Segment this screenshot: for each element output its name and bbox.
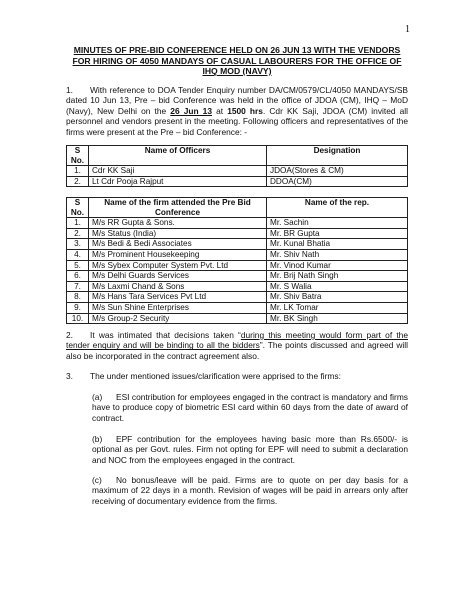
firm-name: M/s Status (India) — [89, 228, 267, 239]
binding-clause: during this meeting would form part of the tender enquiry and will be binding to all the bidders — [66, 330, 408, 351]
clause-c-text: No bonus/leave will be paid. Firms are to quote on per day basis for a maximum of 22 days in a month. Revision of wages will be paid in arrears only after receiving of documentary evidence from the firms. — [92, 475, 408, 506]
table-row — [67, 218, 408, 229]
firms-col-rep: Name of the rep. — [267, 198, 408, 218]
officer-designation: DDOA(CM) — [267, 176, 408, 187]
firm-name: M/s Delhi Guards Services — [89, 271, 267, 282]
firm-sno: 4. — [67, 249, 89, 260]
clause-a-label: (a) — [92, 392, 103, 402]
firm-rep: Mr. Sachin — [267, 218, 408, 229]
table-row — [67, 281, 408, 292]
officer-name: Cdr KK Saji — [89, 166, 267, 177]
table-row — [67, 302, 408, 313]
firm-name: M/s Laxmi Chand & Sons — [89, 281, 267, 292]
officers-col-designation: Designation — [267, 146, 408, 166]
paragraph-1-text-c: . Cdr KK Saji, JDOA (CM) invited all personnel and vendors present in the meeting. Following officers and representatives of the firms were present at the Pre – bid Conference: - — [66, 105, 408, 137]
table-row — [67, 239, 408, 250]
table-row — [67, 313, 408, 324]
officer-sno: 2. — [67, 176, 89, 187]
firm-rep: Mr. LK Tomar — [267, 302, 408, 313]
firm-rep: Mr. BR Gupta — [267, 228, 408, 239]
firm-sno: 3. — [67, 239, 89, 250]
meeting-time: 1500 hrs — [227, 105, 263, 116]
paragraph-3 — [66, 371, 408, 381]
firm-sno: 5. — [67, 260, 89, 271]
firm-name: M/s Prominent Housekeeping — [89, 249, 267, 260]
clause-a — [92, 392, 408, 423]
clause-a-text: ESI contribution for employees engaged in the contract is mandatory and firms have to produce copy of biometric ESI card within 60 days from the date of award of contract. — [92, 392, 408, 423]
firms-table — [66, 197, 408, 324]
paragraph-2-text-a: It was intimated that decisions taken “ — [90, 330, 241, 340]
firm-name: M/s Hans Tara Services Pvt Ltd — [89, 292, 267, 303]
officers-col-sno: S No. — [67, 146, 89, 166]
firm-rep: Mr. Vinod Kumar — [267, 260, 408, 271]
paragraph-1-text-b: at — [212, 105, 228, 116]
firm-rep: Mr. Brij Nath Singh — [267, 271, 408, 282]
firms-col-firm: Name of the firm attended the Pre Bid Conference — [89, 198, 267, 218]
clause-c — [92, 475, 408, 506]
clause-b-label: (b) — [92, 434, 103, 444]
firm-rep: Mr. BK Singh — [267, 313, 408, 324]
document-title: MINUTES OF PRE-BID CONFERENCE HELD ON 26 JUN 13 WITH THE VENDORS FOR HIRING OF 4050 MANDAYS OF CASUAL LABOURERS FOR THE OFFICE OF IHQ MOD (NAVY) — [72, 45, 402, 77]
officers-table-header — [67, 146, 408, 166]
paragraph-2-number: 2. — [66, 330, 73, 340]
paragraph-1-number: 1. — [66, 85, 73, 95]
table-row — [67, 166, 408, 177]
officers-col-name: Name of Officers — [89, 146, 267, 166]
paragraph-2-text-b: ”. The points discussed and agreed will also be incorporated in the contract agreement also. — [66, 340, 408, 361]
firm-sno: 8. — [67, 292, 89, 303]
officer-designation: JDOA(Stores & CM) — [267, 166, 408, 177]
firm-rep: Mr. Shiv Batra — [267, 292, 408, 303]
firm-sno: 7. — [67, 281, 89, 292]
firm-name: M/s Bedi & Bedi Associates — [89, 239, 267, 250]
paragraph-1-text-a: With reference to DOA Tender Enquiry number DA/CM/0579/CL/4050 MANDAYS/SB dated 10 Jun 13, Pre – bid Conference was held in the office of JDOA (CM), IHQ – MoD (Navy), New Delhi on the — [66, 85, 408, 116]
firm-sno: 2. — [67, 228, 89, 239]
clause-b-text: EPF contribution for the employees having basic more than Rs.6500/- is optional as per Govt. rules. Firm not opting for EPF will need to submit a declaration and NOC from the employees engaged in the contract. — [92, 434, 408, 465]
clause-b — [92, 434, 408, 465]
clause-c-label: (c) — [92, 475, 102, 485]
table-row — [67, 260, 408, 271]
firm-name: M/s Sun Shine Enterprises — [89, 302, 267, 313]
table-row — [67, 176, 408, 187]
meeting-date: 26 Jun 13 — [170, 105, 212, 116]
firms-col-sno: S No. — [67, 198, 89, 218]
firm-name: M/s RR Gupta & Sons. — [89, 218, 267, 229]
firm-sno: 9. — [67, 302, 89, 313]
officer-name: Lt Cdr Pooja Rajput — [89, 176, 267, 187]
table-row — [67, 249, 408, 260]
firm-rep: Mr. Shiv Nath — [267, 249, 408, 260]
officers-table — [66, 145, 408, 187]
firm-sno: 10. — [67, 313, 89, 324]
firm-name: M/s Group-2 Security — [89, 313, 267, 324]
table-row — [67, 228, 408, 239]
firms-table-header — [67, 198, 408, 218]
officer-sno: 1. — [67, 166, 89, 177]
table-row — [67, 271, 408, 282]
table-row — [67, 292, 408, 303]
paragraph-3-number: 3. — [66, 371, 73, 381]
page-number: 1 — [405, 24, 410, 35]
paragraph-2 — [66, 330, 408, 361]
firm-rep: Mr. S Walia — [267, 281, 408, 292]
firm-sno: 6. — [67, 271, 89, 282]
firm-sno: 1. — [67, 218, 89, 229]
paragraph-1 — [66, 85, 408, 137]
firm-name: M/s Sybex Computer System Pvt. Ltd — [89, 260, 267, 271]
firm-rep: Mr. Kunal Bhatia — [267, 239, 408, 250]
paragraph-3-text: The under mentioned issues/clarification were apprised to the firms: — [90, 371, 341, 381]
